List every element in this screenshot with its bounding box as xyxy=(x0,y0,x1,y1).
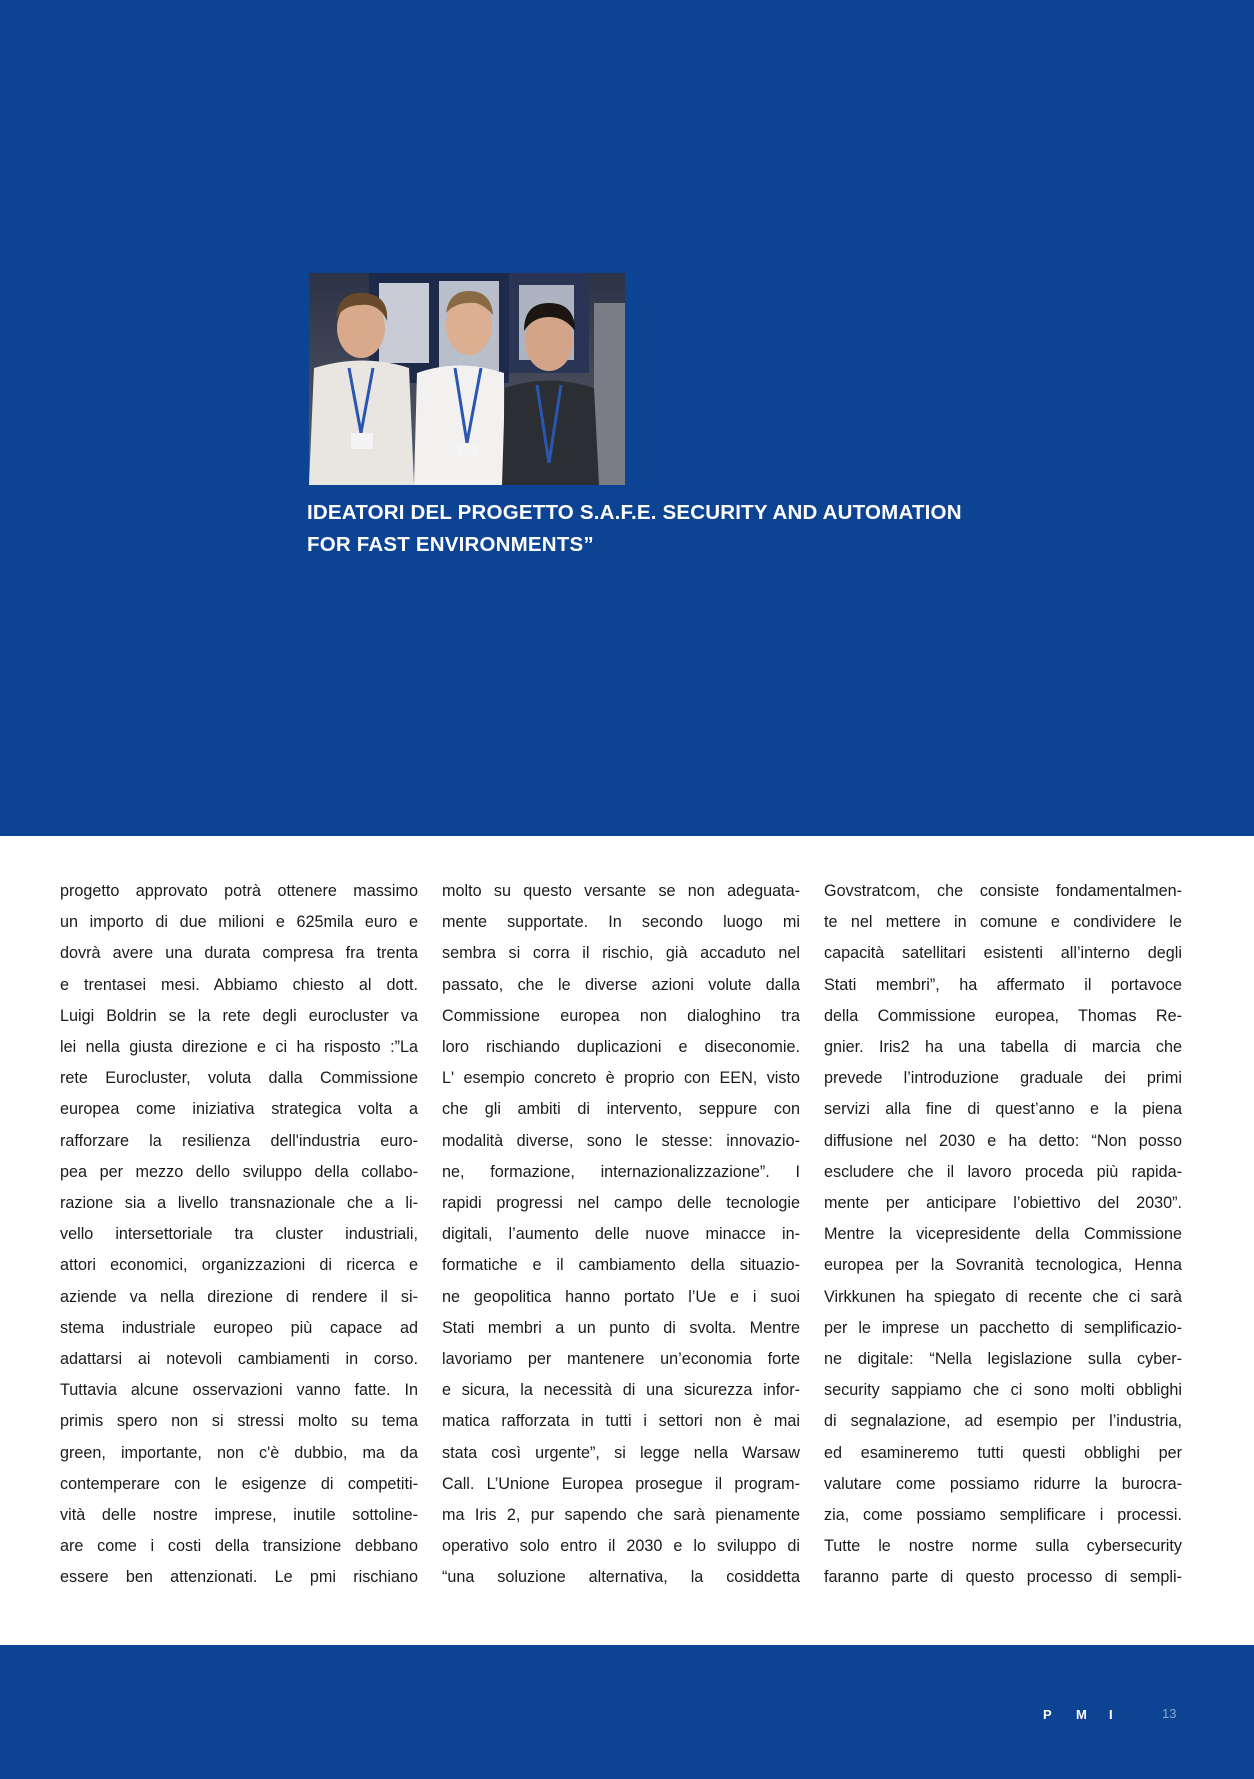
text-line: della Commissione europea, Thomas Re- xyxy=(824,1006,1182,1025)
text-line: stema industriale europeo più capace ad xyxy=(60,1318,418,1337)
text-line: ne, formazione, internazionalizzazione”. I xyxy=(442,1162,800,1181)
team-photo xyxy=(309,273,625,485)
text-line: lavoriamo per mantenere un’economia forte xyxy=(442,1350,800,1369)
text-line: pea per mezzo dello sviluppo della collabo- xyxy=(60,1162,418,1181)
text-line: che gli ambiti di intervento, seppure con xyxy=(442,1100,800,1119)
text-line: operativo solo entro il 2030 e lo sviluppo di xyxy=(442,1537,800,1556)
text-line: Govstratcom, che consiste fondamentalmen- xyxy=(824,882,1182,900)
text-line: lei nella giusta direzione e ci ha risposto :”La xyxy=(60,1038,418,1057)
text-line: essere ben attenzionati. Le pmi rischiano xyxy=(60,1568,418,1587)
text-column-3 xyxy=(824,876,1182,1594)
caption-line-2: FOR FAST ENVIRONMENTS” xyxy=(307,533,594,556)
text-line: Luigi Boldrin se la rete degli eurocluster va xyxy=(60,1006,418,1025)
text-line: stata così urgente”, si legge nella Warsaw xyxy=(442,1443,800,1462)
text-line: L' esempio concreto è proprio con EEN, visto xyxy=(442,1069,800,1088)
text-line: passato, che le diverse azioni volute dalla xyxy=(442,975,800,994)
top-blue-band xyxy=(0,0,1254,836)
text-line: Stati membri”, ha affermato il portavoce xyxy=(824,975,1182,994)
text-line: Commissione europea non dialoghino tra xyxy=(442,1006,800,1025)
text-line: rete Eurocluster, voluta dalla Commissione xyxy=(60,1069,418,1088)
text-line: europea per la Sovranità tecnologica, Henna xyxy=(824,1256,1182,1275)
text-line: Mentre la vicepresidente della Commissione xyxy=(824,1225,1182,1244)
text-line: contemperare con le esigenze di competiti- xyxy=(60,1474,418,1493)
text-line: un importo di due milioni e 625mila euro e xyxy=(60,913,418,932)
photo-caption xyxy=(307,497,1007,561)
text-line: ne geopolitica hanno portato l’Ue e i suoi xyxy=(442,1287,800,1306)
text-line: formatiche e il cambiamento della situazio- xyxy=(442,1256,800,1275)
page-number: 13 xyxy=(1162,1706,1177,1721)
text-line: mente per anticipare l’obiettivo del 2030”. xyxy=(824,1194,1182,1213)
text-line: matica rafforzata in tutti i settori non è mai xyxy=(442,1412,800,1431)
text-line: Tuttavia alcune osservazioni vanno fatte. In xyxy=(60,1381,418,1400)
text-line: sembra si corra il rischio, già accaduto nel xyxy=(442,944,800,963)
text-line: Virkkunen ha spiegato di recente che ci sarà xyxy=(824,1287,1182,1306)
text-line: ne digitale: “Nella legislazione sulla cyber- xyxy=(824,1350,1182,1369)
text-line: loro rischiando duplicazioni e diseconomie. xyxy=(442,1038,800,1057)
text-line: Call. L’Unione Europea prosegue il program- xyxy=(442,1474,800,1493)
text-line: ed esamineremo tutti questi obblighi per xyxy=(824,1443,1182,1462)
text-line: escludere che il lavoro proceda più rapida- xyxy=(824,1162,1182,1181)
text-line: green, importante, non c'è dubbio, ma da xyxy=(60,1443,418,1462)
text-line: ma Iris 2, pur sapendo che sarà pienamente xyxy=(442,1506,800,1525)
text-line: mente supportate. In secondo luogo mi xyxy=(442,913,800,932)
text-line: rafforzare la resilienza dell'industria euro- xyxy=(60,1131,418,1150)
text-line: Tutte le nostre norme sulla cybersecurity xyxy=(824,1537,1182,1556)
caption-line-1: IDEATORI DEL PROGETTO S.A.F.E. SECURITY AND AUTOMATION xyxy=(307,501,962,524)
text-line: “una soluzione alternativa, la cosiddetta xyxy=(442,1568,800,1587)
brand-letter: P xyxy=(1043,1707,1052,1722)
text-line: zia, come possiamo semplificare i processi. xyxy=(824,1506,1182,1525)
footer-brand xyxy=(1043,1707,1142,1722)
text-line: molto su questo versante se non adeguata- xyxy=(442,882,800,900)
text-line: are come i costi della transizione debbano xyxy=(60,1537,418,1556)
text-line: prevede l’introduzione graduale dei primi xyxy=(824,1069,1182,1088)
text-line: attori economici, organizzazioni di ricerca e xyxy=(60,1256,418,1275)
text-line: di segnalazione, ad esempio per l’industria, xyxy=(824,1412,1182,1431)
text-line: digitali, l’aumento delle nuove minacce in- xyxy=(442,1225,800,1244)
text-line: e sicura, la necessità di una sicurezza infor- xyxy=(442,1381,800,1400)
text-line: faranno parte di questo processo di sempli- xyxy=(824,1568,1182,1587)
text-line: razione sia a livello transnazionale che a li- xyxy=(60,1194,418,1213)
text-line: vità delle nostre imprese, inutile sottoline- xyxy=(60,1506,418,1525)
brand-letter: I xyxy=(1109,1707,1113,1722)
text-line: capacità satellitari esistenti all’interno degli xyxy=(824,944,1182,963)
text-line: progetto approvato potrà ottenere massimo xyxy=(60,882,418,900)
text-column-2 xyxy=(442,876,800,1594)
text-line: per le imprese un pacchetto di semplificazio- xyxy=(824,1318,1182,1337)
text-line: vello intersettoriale tra cluster industriali, xyxy=(60,1225,418,1244)
text-line: aziende va nella direzione di rendere il si- xyxy=(60,1287,418,1306)
text-line: te nel mettere in comune e condividere le xyxy=(824,913,1182,932)
text-line: diffusione nel 2030 e ha detto: “Non posso xyxy=(824,1131,1182,1150)
text-line: europea come iniziativa strategica volta a xyxy=(60,1100,418,1119)
text-line: e trentasei mesi. Abbiamo chiesto al dott. xyxy=(60,975,418,994)
brand-letter: M xyxy=(1076,1707,1087,1722)
text-line: servizi alla fine di quest’anno e la piena xyxy=(824,1100,1182,1119)
text-line: dovrà avere una durata compresa fra trenta xyxy=(60,944,418,963)
text-line: primis spero non si stressi molto su tema xyxy=(60,1412,418,1431)
text-line: valutare come possiamo ridurre la burocra- xyxy=(824,1474,1182,1493)
text-line: Stati membri a un punto di svolta. Mentre xyxy=(442,1318,800,1337)
text-line: modalità diverse, sono le stesse: innovazio- xyxy=(442,1131,800,1150)
text-column-1 xyxy=(60,876,418,1594)
text-line: security sappiamo che ci sono molti obblighi xyxy=(824,1381,1182,1400)
text-line: gnier. Iris2 ha una tabella di marcia che xyxy=(824,1038,1182,1057)
text-line: adattarsi ai notevoli cambiamenti in corso. xyxy=(60,1350,418,1369)
text-line: rapidi progressi nel campo delle tecnologie xyxy=(442,1194,800,1213)
